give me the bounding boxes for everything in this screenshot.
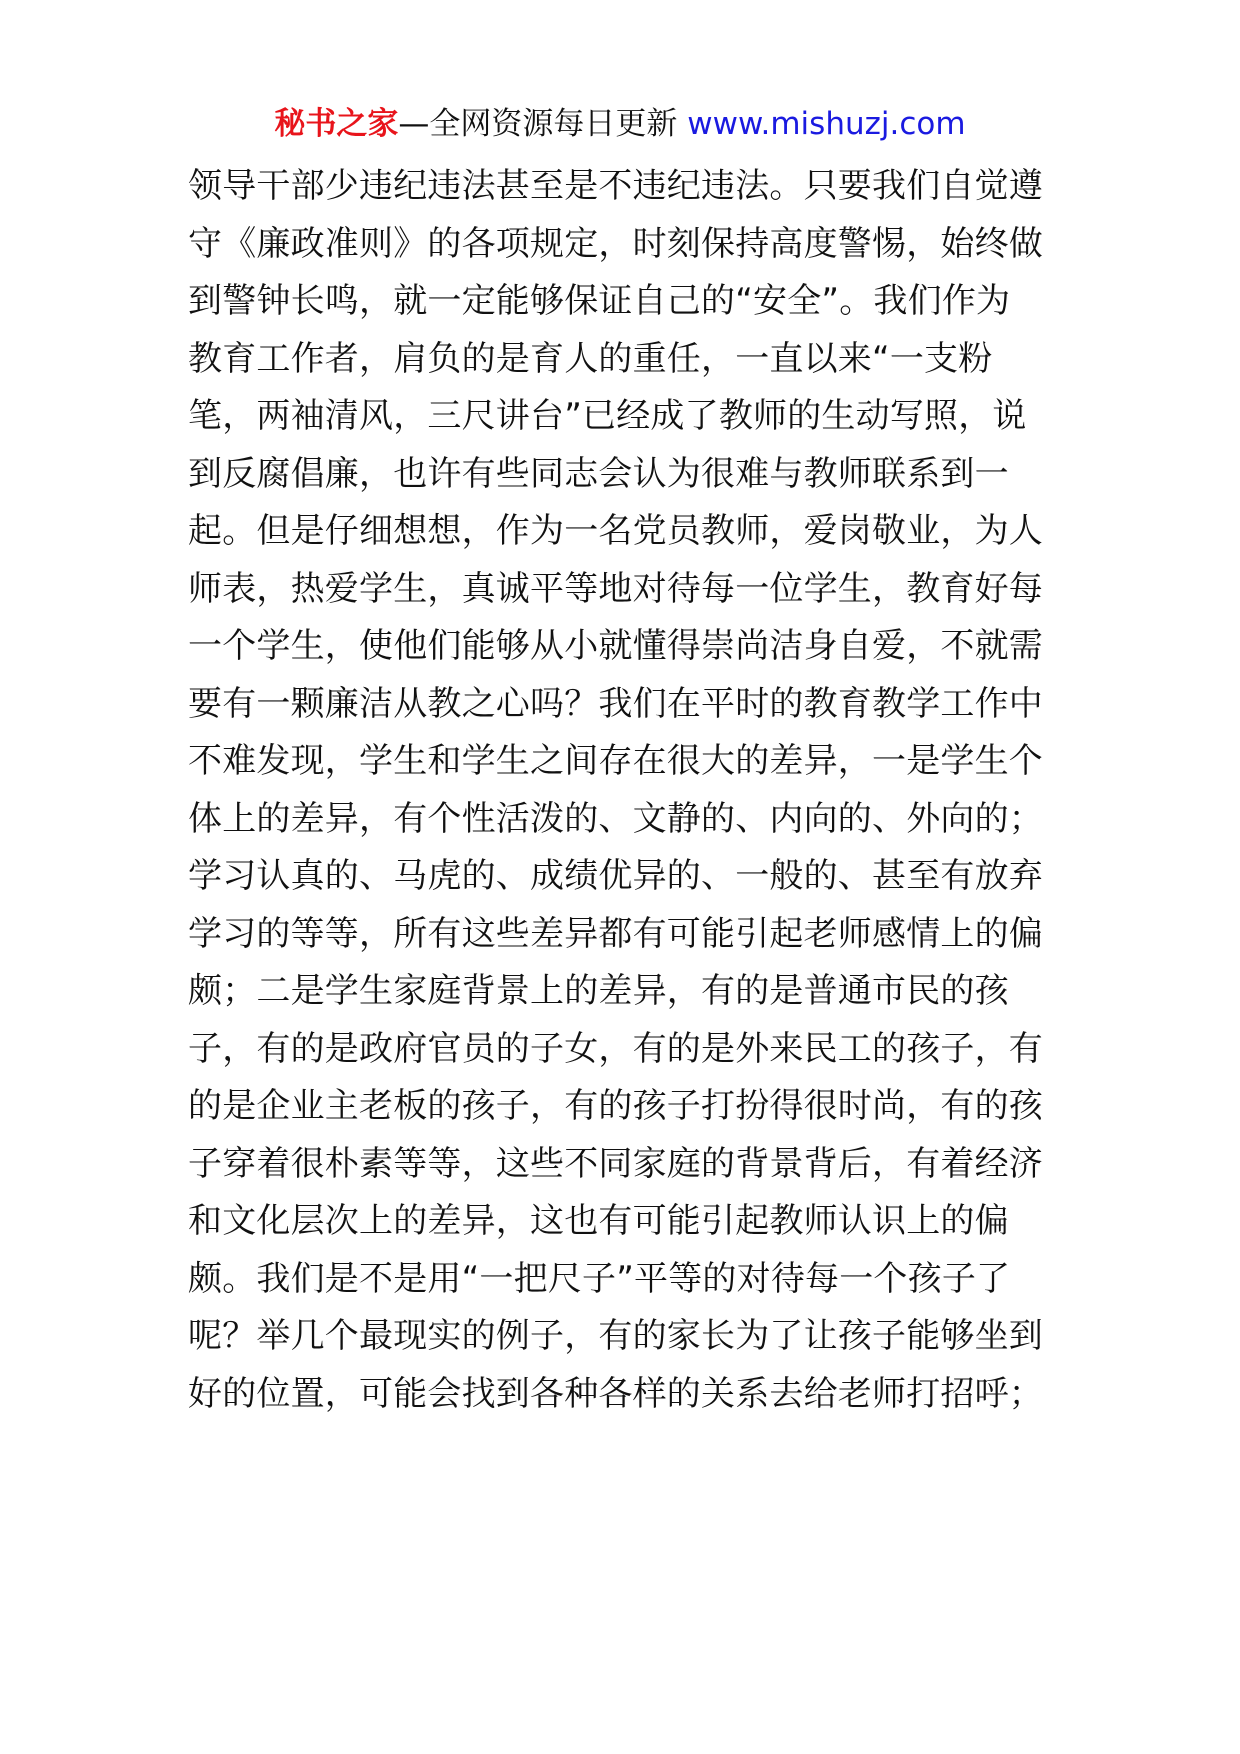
site-url-link[interactable]: www.mishuzj.com [687, 106, 966, 142]
text-line: 到警钟长鸣，就一定能够保证自己的“安全”。我们作为 [188, 281, 1011, 321]
text-line: 师表，热爱学生，真诚平等地对待每一位学生，教育好每 [188, 568, 1043, 609]
text-line: 到反腐倡廉，也许有些同志会认为很难与教师联系到一 [188, 453, 1009, 494]
text-line: 呢？举几个最现实的例子，有的家长为了让孩子能够坐到 [188, 1316, 1043, 1356]
text-line: 要有一颗廉洁从教之心吗？我们在平时的教育教学工作中 [188, 683, 1043, 724]
text-line: 笔，两袖清风，三尺讲台”已经成了教师的生动写照，说 [188, 396, 1027, 436]
text-line: 学习的等等，所有这些差异都有可能引起老师感情上的偏 [188, 913, 1043, 954]
text-line: 不难发现，学生和学生之间存在很大的差异，一是学生个 [188, 741, 1043, 781]
text-line: 的是企业主老板的孩子，有的孩子打扮得很时尚，有的孩 [188, 1086, 1043, 1126]
text-line: 守《廉政准则》的各项规定，时刻保持高度警惕，始终做 [188, 223, 1043, 264]
text-line: 领导干部少违纪违法甚至是不违纪违法。只要我们自觉遵 [188, 166, 1043, 206]
text-line: 教育工作者，肩负的是育人的重任，一直以来“一支粉 [188, 338, 993, 379]
site-tagline: —全网资源每日更新 [398, 106, 678, 142]
text-line: 和文化层次上的差异，这也有可能引起教师认识上的偏 [188, 1201, 1009, 1241]
text-line: 颇。我们是不是用“一把尺子”平等的对待每一个孩子了 [188, 1258, 1011, 1299]
page-header [0, 104, 1240, 144]
text-line: 学习认真的、马虎的、成绩优异的、一般的、甚至有放弃 [188, 856, 1043, 896]
text-line: 子穿着很朴素等等，这些不同家庭的背景背后，有着经济 [188, 1143, 1043, 1184]
text-line: 好的位置，可能会找到各种各样的关系去给老师打招呼； [188, 1373, 1043, 1414]
site-brand: 秘书之家 [274, 106, 399, 142]
text-line: 一个学生，使他们能够从小就懂得崇尚洁身自爱，不就需 [188, 626, 1043, 666]
text-line: 体上的差异，有个性活泼的、文静的、内向的、外向的； [188, 798, 1043, 839]
text-line: 颇；二是学生家庭背景上的差异，有的是普通市民的孩 [188, 971, 1009, 1011]
text-line: 起。但是仔细想想，作为一名党员教师，爱岗敬业，为人 [188, 511, 1043, 551]
text-line: 子，有的是政府官员的子女，有的是外来民工的孩子，有 [188, 1028, 1043, 1069]
